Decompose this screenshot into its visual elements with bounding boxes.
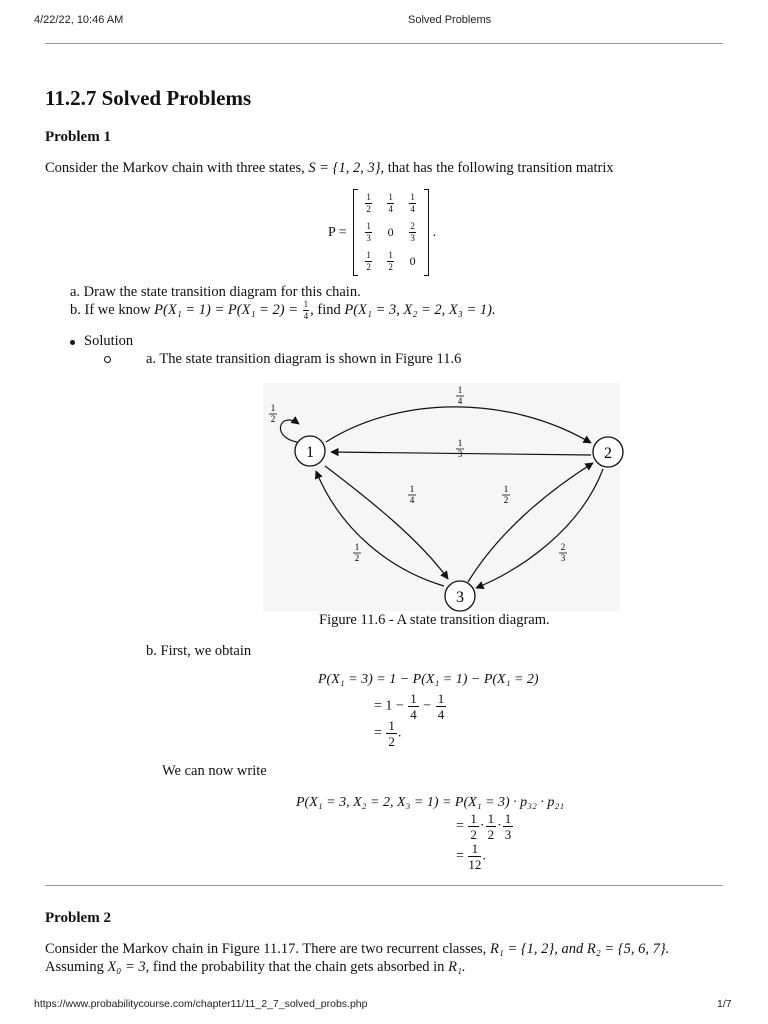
edge-label-mid-den: 3 <box>457 449 463 459</box>
solution-b: b. First, we obtain <box>146 643 252 659</box>
eq1-line1: P(X₁ = 3) = 1 − P(X₁ = 1) − P(X₁ = 2) <box>318 672 539 687</box>
node-2-label: 2 <box>604 445 612 462</box>
problem1-heading: Problem 1 <box>45 129 111 145</box>
matrix-period: . <box>432 224 437 240</box>
matrix-cell: $\frac{2}{3}$ <box>410 221 415 243</box>
edge-label-32-den: 2 <box>503 495 509 505</box>
edge-label-right-num: 2 <box>560 542 566 552</box>
edge-label-left-den: 2 <box>354 553 360 563</box>
eq2-line1: P(X₁ = 3, X₂ = 2, X₃ = 1) = P(X₁ = 3) · p₃₂ · p₂₁ <box>296 795 565 810</box>
edge-label-32-num: 1 <box>503 484 509 494</box>
edge-label-13-den: 4 <box>409 495 415 505</box>
footer-url: https://www.probabilitycourse.com/chapter11/11_2_7_solved_probs.php <box>34 998 368 1010</box>
footer-page-number: 1/7 <box>717 998 732 1010</box>
solution-a: a. The state transition diagram is shown in Figure 11.6 <box>146 351 462 367</box>
eq1-line3: = $\frac{1}{2}$ . <box>374 718 402 749</box>
problem2-line1: Consider the Markov chain in Figure 11.17. There are two recurrent classes, R₁ = {1, 2}, and R₂ = {5, 6, 7}. <box>45 941 670 957</box>
edge-label-top-num: 1 <box>457 385 463 395</box>
print-datetime: 4/22/22, 10:46 AM <box>34 14 124 26</box>
edge-label-right-den: 3 <box>560 553 566 563</box>
matrix-label: P = <box>328 224 347 240</box>
section-title: 11.2.7 Solved Problems <box>45 86 252 110</box>
edge-label-13-num: 1 <box>409 484 415 494</box>
section-divider <box>45 885 723 886</box>
edge-label-mid-num: 1 <box>457 438 463 448</box>
matrix-cell: $\frac{1}{2}$ <box>388 250 393 272</box>
edge-label-top-den: 4 <box>457 396 463 406</box>
matrix-cell: $\frac{1}{2}$ <box>366 250 371 272</box>
matrix-cell: $\frac{1}{3}$ <box>366 221 371 243</box>
matrix-cell: 0 <box>409 254 416 268</box>
edge-label-self-den: 2 <box>270 414 276 424</box>
figure-caption: Figure 11.6 - A state transition diagram. <box>319 612 550 628</box>
matrix-cell: 0 <box>387 225 394 239</box>
matrix-cell: $\frac{1}{4}$ <box>410 192 415 214</box>
problem2-heading: Problem 2 <box>45 910 111 926</box>
edge-label-left-num: 1 <box>354 542 360 552</box>
we-can-now-write: We can now write <box>162 763 267 779</box>
eq1-line2: = 1 − $\frac{1}{4}$ − $\frac{1}{4}$ <box>374 691 445 722</box>
problem1-part-a: a. Draw the state transition diagram for this chain. <box>70 284 361 300</box>
matrix-cell: $\frac{1}{4}$ <box>388 192 393 214</box>
problem2-line2: Assuming X₀ = 3, find the probability that the chain gets absorbed in R₁. <box>45 959 466 975</box>
eq2-line3: = $\frac{1}{12}$ . <box>456 841 486 872</box>
diagram-background <box>263 383 620 611</box>
matrix-cell: $\frac{1}{2}$ <box>366 192 371 214</box>
eq2-line2: = $\frac{1}{2}$ · $\frac{1}{2}$ · $\frac{1}{3}$ <box>456 811 512 842</box>
print-page-title: Solved Problems <box>408 14 492 26</box>
edge-label-self-num: 1 <box>270 403 276 413</box>
problem1-intro: Consider the Markov chain with three states, S = {1, 2, 3}, that has the following transition matrix <box>45 160 614 176</box>
node-1-label: 1 <box>306 444 314 461</box>
solution-label: Solution <box>84 333 134 349</box>
problem1-part-b: b. If we know P(X₁ = 1) = P(X₁ = 2) = $\frac{1}{4}$ , find P(X₁ = 3, X₂ = 2, X₃ = 1). <box>70 299 496 321</box>
node-3-label: 3 <box>456 589 464 606</box>
